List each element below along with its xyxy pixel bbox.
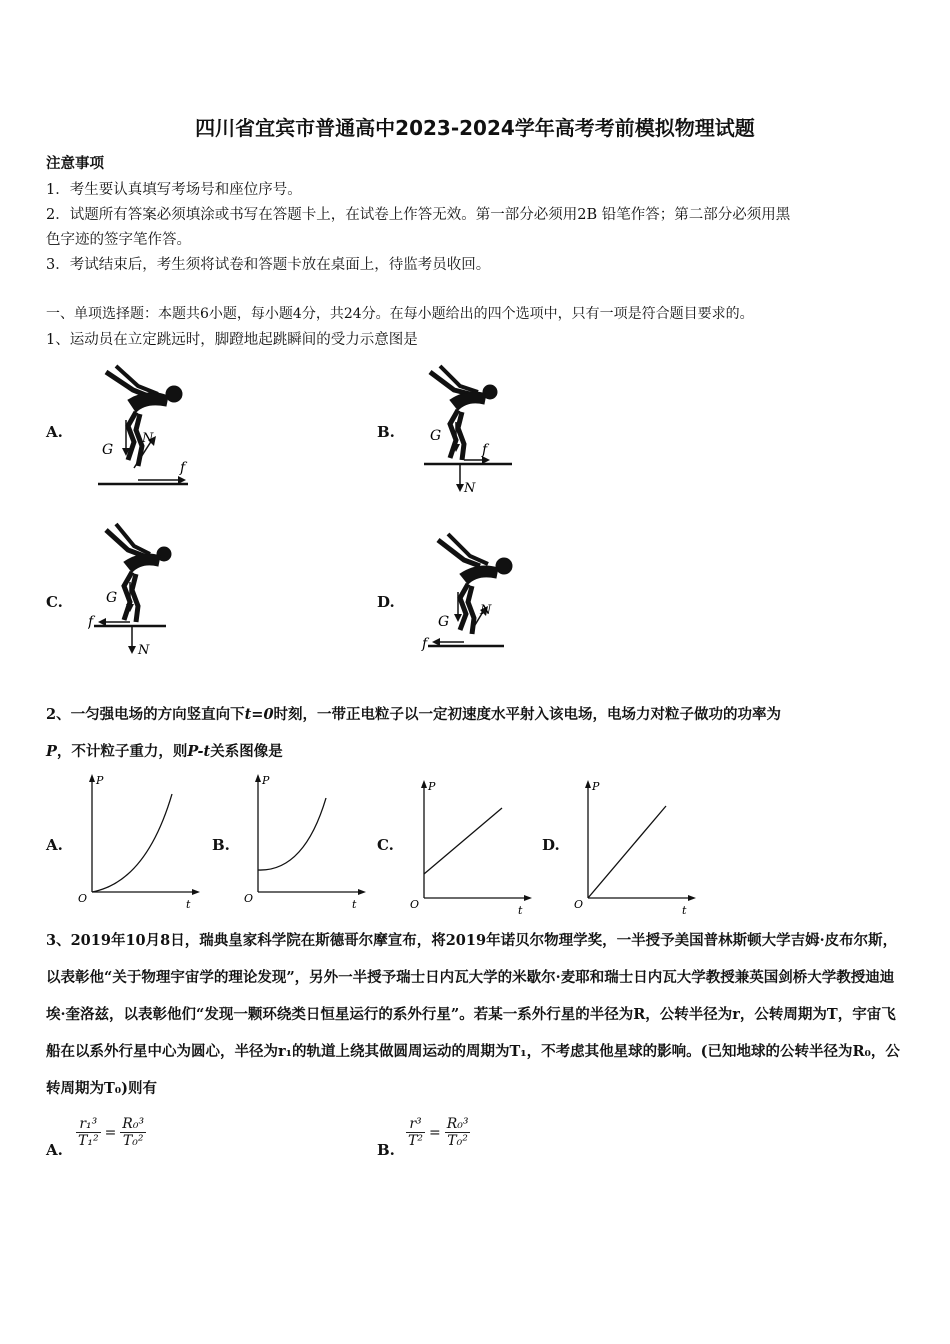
notice-item-2-cont: 色字迹的签字笔作答。 — [46, 232, 191, 248]
q1-option-d-label[interactable]: D. — [377, 593, 395, 611]
label-f: f — [180, 460, 186, 476]
q3-option-a-formula[interactable]: $\frac{\text{r₁³}}{\text{T₁²}}$ = $\frac{\text{R₀³}}{\text{T₀²}}$ — [78, 1116, 145, 1149]
svg-text:P: P — [96, 774, 104, 787]
q1-option-b-label[interactable]: B. — [377, 423, 395, 441]
svg-text:f: f — [422, 636, 428, 652]
svg-text:f: f — [88, 614, 94, 630]
svg-text:N: N — [464, 481, 476, 495]
q2-graph-a — [74, 772, 204, 912]
q2-option-a-label[interactable]: A. — [46, 836, 63, 854]
svg-text:t: t — [682, 904, 687, 917]
notice-heading: 注意事项 — [46, 155, 104, 172]
svg-text:P: P — [262, 774, 270, 787]
q2-stem-line1: 2、一匀强电场的方向竖直向下t=0时刻，一带正电粒子以一定初速度水平射入该电场，电场力对粒子做功的功率为 — [46, 706, 782, 723]
q3-option-b-formula[interactable]: $\frac{\text{r³}}{\text{T²}}$ = $\frac{\text{R₀³}}{\text{T₀²}}$ — [408, 1116, 469, 1149]
q2-graph-c — [406, 778, 536, 918]
svg-text:G: G — [430, 428, 442, 444]
notice-item-3: 3．考试结束后，考生须将试卷和答题卡放在桌面上，待监考员收回。 — [46, 257, 491, 273]
q2-stem-line2: P，不计粒子重力，则P-t关系图像是 — [46, 743, 283, 760]
q1-stem: 1、运动员在立定跳远时，脚蹬地起跳瞬间的受力示意图是 — [46, 332, 418, 348]
q2-option-d-label[interactable]: D. — [542, 836, 560, 854]
svg-text:P: P — [428, 780, 436, 793]
svg-text:O: O — [78, 892, 88, 905]
q1-figure-d — [420, 530, 530, 660]
q3-option-a-label[interactable]: A. — [46, 1141, 63, 1159]
label-n: N — [142, 431, 154, 446]
pt-curve — [258, 798, 326, 870]
q3-option-b-label[interactable]: B. — [377, 1141, 395, 1159]
svg-text:P: P — [592, 780, 600, 793]
q1-option-c-label[interactable]: C. — [46, 593, 63, 611]
q2-option-c-label[interactable]: C. — [377, 836, 394, 854]
q2-graph-b — [240, 772, 370, 912]
svg-text:t: t — [518, 904, 523, 917]
svg-text:t: t — [352, 898, 357, 911]
pt-line — [424, 808, 502, 874]
notice-item-2: 2．试题所有答案必须填涂或书写在答题卡上，在试卷上作答无效。第一部分必须用2B 铅笔作答；第二部分必须用黑 — [46, 207, 791, 223]
q1-option-a-label[interactable]: A. — [46, 423, 63, 441]
q1-figure-b — [420, 360, 520, 495]
q1-figure-c — [88, 520, 188, 660]
section-heading: 一、单项选择题：本题共6小题，每小题4分，共24分。在每小题给出的四个选项中，只有一项是符合题目要求的。 — [46, 306, 754, 322]
svg-text:O: O — [574, 898, 584, 911]
jumper-silhouette — [106, 366, 182, 466]
pt-line — [588, 806, 666, 898]
q2-option-b-label[interactable]: B. — [212, 836, 230, 854]
svg-text:O: O — [410, 898, 420, 911]
svg-text:O: O — [244, 892, 254, 905]
svg-text:N: N — [480, 603, 492, 618]
notice-item-1: 1．考生要认真填写考场号和座位序号。 — [46, 182, 302, 198]
exam-title: 四川省宜宾市普通高中2023-2024学年高考考前模拟物理试题 — [195, 116, 755, 140]
q1-figure-a — [88, 360, 203, 495]
pt-curve — [92, 794, 172, 892]
svg-text:G: G — [106, 590, 118, 606]
svg-text:t: t — [186, 898, 191, 911]
svg-text:f: f — [482, 442, 488, 458]
label-g: G — [102, 442, 114, 458]
svg-text:N: N — [138, 643, 150, 658]
q2-graph-d — [570, 778, 700, 918]
q3-stem: 3、2019年10月8日，瑞典皇家科学院在斯德哥尔摩宣布，将2019年诺贝尔物理学奖，一半授予美国普林斯顿大学吉姆·皮布尔斯，以表彰他“关于物理宇宙学的理论发现”，另外一半授予瑞士日内瓦大学的米歇尔·麦耶和瑞士日内瓦大学教授兼英国剑桥大学教授迪迪埃·奎洛兹，以表彰他们“发现一颗环绕类日恒星运行的系外行星”。若某一系外行星的半径为R，公转半径为r，公转周期为T，宇宙飞船在以系外行星中心为圆心，半径为r₁的轨道上绕其做圆周运动的周期为T₁，不考虑其他星球的影响。(已知地球的公转半径为R₀，公转周期为T₀)则有 — [46, 932, 900, 1097]
svg-text:G: G — [438, 614, 450, 630]
